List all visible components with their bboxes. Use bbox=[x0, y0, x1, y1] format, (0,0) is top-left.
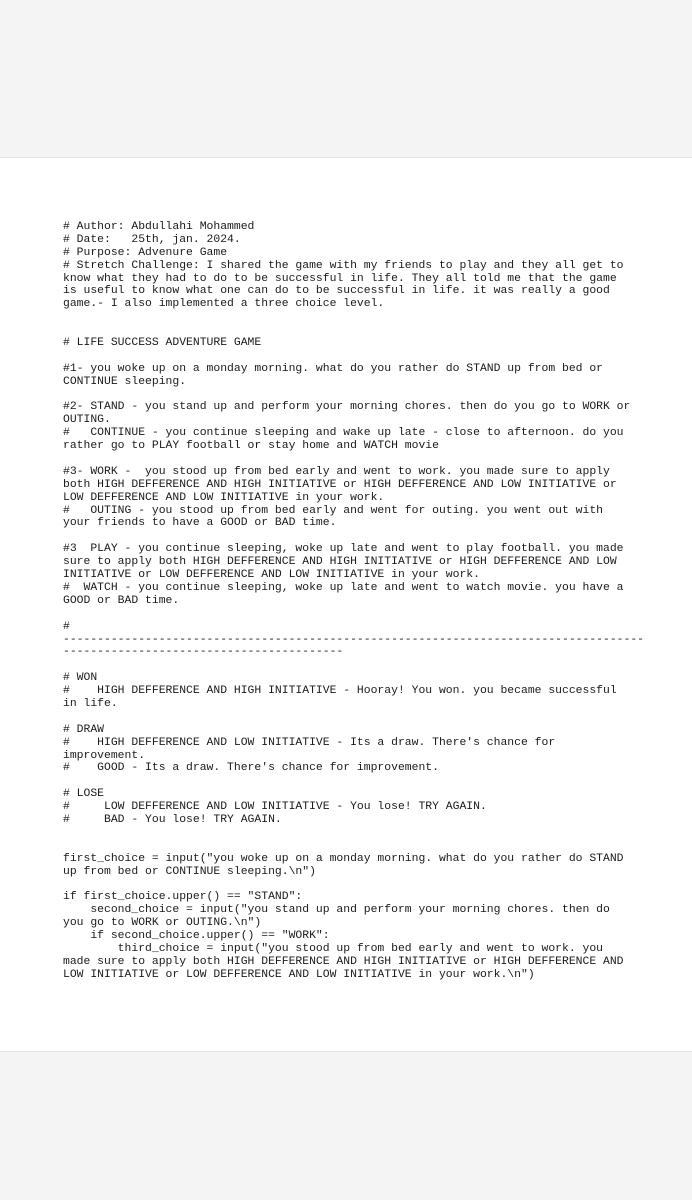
outcome-heading: # WON bbox=[63, 672, 98, 685]
code-line: first_choice = input("you woke up on a monday morning. what do you rather do STAND bbox=[63, 852, 624, 865]
text-line: OUTING. bbox=[63, 414, 111, 427]
text-line: # bbox=[63, 620, 70, 633]
text-line: sure to apply both HIGH DEFFERENCE AND HIGH INITIATIVE or HIGH DEFFERENCE AND LOW bbox=[63, 556, 617, 569]
outcome-won bbox=[63, 672, 633, 711]
code-line: if first_choice.upper() == "STAND": bbox=[63, 891, 303, 904]
stretch-line: game.- I also implemented a three choice level. bbox=[63, 298, 385, 311]
story-step-1 bbox=[63, 363, 633, 389]
document-text bbox=[63, 221, 645, 982]
outcome-lose bbox=[63, 788, 633, 827]
text-line: LOW DEFFERENCE AND LOW INITIATIVE in your work. bbox=[63, 491, 385, 504]
outcome-heading: # DRAW bbox=[63, 723, 105, 736]
text-line: GOOD or BAD time. bbox=[63, 594, 180, 607]
date-line: # Date: 25th, jan. 2024. bbox=[63, 233, 241, 246]
story-step-2 bbox=[63, 401, 633, 453]
text-line: # HIGH DEFFERENCE AND HIGH INITIATIVE - Hooray! You won. you became successful bbox=[63, 685, 617, 698]
game-title-comment: # LIFE SUCCESS ADVENTURE GAME bbox=[63, 337, 262, 350]
text-line: your friends to have a GOOD or BAD time. bbox=[63, 517, 337, 530]
code-line: third_choice = input("you stood up from bed early and went to work. you bbox=[63, 942, 604, 955]
stretch-line: # Stretch Challenge: I shared the game with my friends to play and they all get to bbox=[63, 259, 624, 272]
code-line: LOW INITIATIVE or LOW DEFFERENCE AND LOW INITIATIVE in your work.\n") bbox=[63, 968, 535, 981]
text-line: rather go to PLAY football or stay home and WATCH movie bbox=[63, 440, 439, 453]
code-line: second_choice = input("you stand up and perform your morning chores. then do bbox=[63, 904, 610, 917]
stretch-line: know what they had to do to be successful in life. They all told me that the game bbox=[63, 272, 617, 285]
text-line: #3 PLAY - you continue sleeping, woke up late and went to play football. you made bbox=[63, 543, 624, 556]
code-line: made sure to apply both HIGH DEFFERENCE AND HIGH INITIATIVE or HIGH DEFFERENCE AND bbox=[63, 955, 624, 968]
text-line: # BAD - You lose! TRY AGAIN. bbox=[63, 813, 282, 826]
story-step-3-work bbox=[63, 466, 633, 530]
text-line: both HIGH DEFFERENCE AND HIGH INITIATIVE or HIGH DEFFERENCE AND LOW INITIATIVE or bbox=[63, 478, 617, 491]
code-line: you go to WORK or OUTING.\n") bbox=[63, 917, 262, 930]
outcome-draw bbox=[63, 724, 633, 776]
text-line: #1- you woke up on a monday morning. what do you rather do STAND up from bed or bbox=[63, 362, 604, 375]
text-line: # CONTINUE - you continue sleeping and wake up late - close to afternoon. do you bbox=[63, 427, 624, 440]
stretch-line: is useful to know what one can do to be successful in life. it was really a good bbox=[63, 285, 610, 298]
code-branch bbox=[63, 891, 633, 981]
text-line: improvement. bbox=[63, 749, 146, 762]
code-line: up from bed or CONTINUE sleeping.\n") bbox=[63, 865, 316, 878]
text-line: # WATCH - you continue sleeping, woke up late and went to watch movie. you have a bbox=[63, 581, 624, 594]
divider-line: ----------------------------------------- bbox=[63, 646, 344, 659]
text-line: # OUTING - you stood up from bed early and went for outing. you went out with bbox=[63, 504, 604, 517]
text-line: #3- WORK - you stood up from bed early and went to work. you made sure to apply bbox=[63, 465, 610, 478]
text-line: # GOOD - Its a draw. There's chance for improvement. bbox=[63, 762, 439, 775]
purpose-line: # Purpose: Advenure Game bbox=[63, 246, 228, 259]
text-line: # LOW DEFFERENCE AND LOW INITIATIVE - You lose! TRY AGAIN. bbox=[63, 801, 487, 814]
divider-line: ------------------------------------------------------------------------------------- bbox=[63, 633, 645, 646]
story-step-3-play bbox=[63, 543, 633, 607]
separator-comment bbox=[63, 620, 645, 660]
document-page bbox=[0, 157, 692, 1052]
text-line: INITIATIVE or LOW DEFFERENCE AND LOW INITIATIVE in your work. bbox=[63, 569, 480, 582]
text-line: CONTINUE sleeping. bbox=[63, 375, 187, 388]
header-comment-block bbox=[63, 221, 633, 311]
code-first-choice bbox=[63, 853, 633, 879]
text-line: in life. bbox=[63, 697, 118, 710]
text-line: # HIGH DEFFERENCE AND LOW INITIATIVE - Its a draw. There's chance for bbox=[63, 736, 556, 749]
text-line: #2- STAND - you stand up and perform your morning chores. then do you go to WORK or bbox=[63, 401, 631, 414]
author-line: # Author: Abdullahi Mohammed bbox=[63, 221, 255, 233]
code-line: if second_choice.upper() == "WORK": bbox=[63, 929, 330, 942]
outcome-heading: # LOSE bbox=[63, 788, 105, 801]
